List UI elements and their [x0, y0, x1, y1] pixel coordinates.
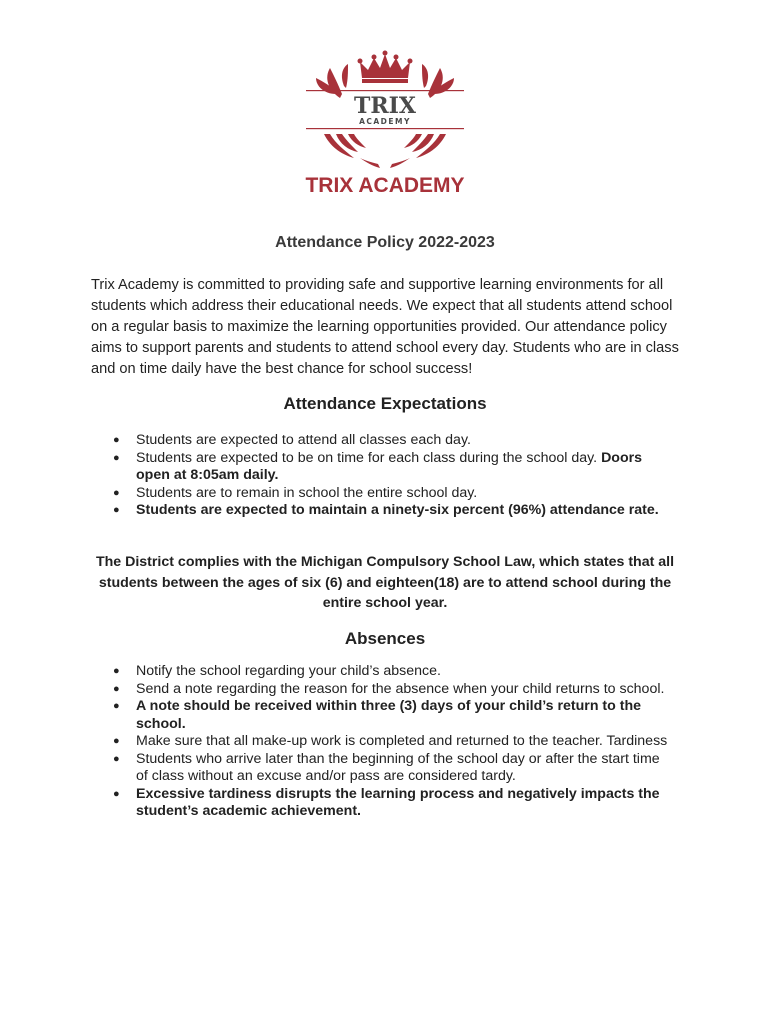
bullet-icon: ●	[113, 451, 120, 464]
list-item	[113, 663, 673, 681]
left-laurel-bottom-icon	[324, 134, 380, 168]
list-item	[113, 485, 673, 503]
list-item	[113, 681, 673, 699]
list-item	[113, 698, 673, 733]
bullet-icon: ●	[113, 665, 120, 677]
bullet-icon: ●	[113, 752, 120, 765]
left-laurel-top-icon	[316, 64, 348, 98]
svg-text:TRIX: TRIX	[353, 93, 417, 119]
list-item	[113, 450, 673, 485]
list-item-bold-text: A note should be received within three (3) days of your child’s return to the school.	[136, 698, 642, 732]
right-laurel-bottom-icon	[390, 134, 446, 168]
list-item	[113, 432, 673, 450]
compulsory-school-law-notice: The District complies with the Michigan Compulsory School Law, which states that all students between the ages of six (6) and eighteen(18) are to attend school during the entire school year.	[95, 554, 675, 611]
list-item-text: Make sure that all make-up work is completed and returned to the teacher. Tardiness	[136, 733, 668, 749]
list-item-text: Students are to remain in school the entire school day.	[136, 484, 478, 501]
absences-list	[113, 663, 673, 821]
list-item-text: Send a note regarding the reason for the absence when your child returns to school.	[136, 680, 665, 697]
list-item-text: Notify the school regarding your child’s absence.	[136, 663, 441, 679]
list-item	[113, 751, 673, 786]
list-item	[113, 786, 673, 821]
crown-icon	[358, 51, 413, 84]
bullet-icon: ●	[113, 735, 120, 747]
absences-heading: Absences	[344, 629, 426, 648]
bullet-icon: ●	[113, 434, 120, 446]
attendance-expectations-list	[113, 432, 673, 520]
bullet-icon: ●	[113, 486, 120, 499]
list-item-bold-text: Students are expected to maintain a ninety-six percent (96%) attendance rate.	[136, 502, 659, 518]
trix-academy-logo	[300, 50, 470, 172]
list-item	[113, 502, 673, 520]
attendance-expectations-heading: Attendance Expectations	[283, 394, 487, 413]
svg-text:ACADEMY: ACADEMY	[359, 117, 411, 126]
bullet-icon: ●	[113, 682, 120, 695]
list-item-text: Students who arrive later than the beginning of the school day or after the start time of class without an excuse and/or pass are considered tardy.	[136, 750, 660, 784]
list-item-bold-text: Doors open at 8:05am daily.	[136, 449, 643, 483]
list-item-bold-text: Excessive tardiness disrupts the learning process and negatively impacts the student’s academic achievement.	[136, 785, 660, 819]
intro-paragraph: Trix Academy is committed to providing safe and supportive learning environments for all students which address their educational needs. We expect that all students attend school on a regular basis to maximize the learning opportunities provided. Our attendance policy aims to support parents and students to attend school every day. Students who are in class and on time daily have the best chance for school success!	[91, 277, 679, 377]
list-item-text: Students are expected to be on time for each class during the school day.	[136, 449, 602, 466]
bullet-icon: ●	[113, 700, 120, 712]
document-title: Attendance Policy 2022-2023	[275, 234, 495, 251]
list-item	[113, 733, 673, 751]
list-item-text: Students are expected to attend all classes each day.	[136, 432, 471, 448]
right-laurel-top-icon	[422, 64, 454, 98]
bullet-icon: ●	[113, 787, 120, 800]
school-name: TRIX ACADEMY	[305, 174, 465, 197]
bullet-icon: ●	[113, 504, 120, 516]
